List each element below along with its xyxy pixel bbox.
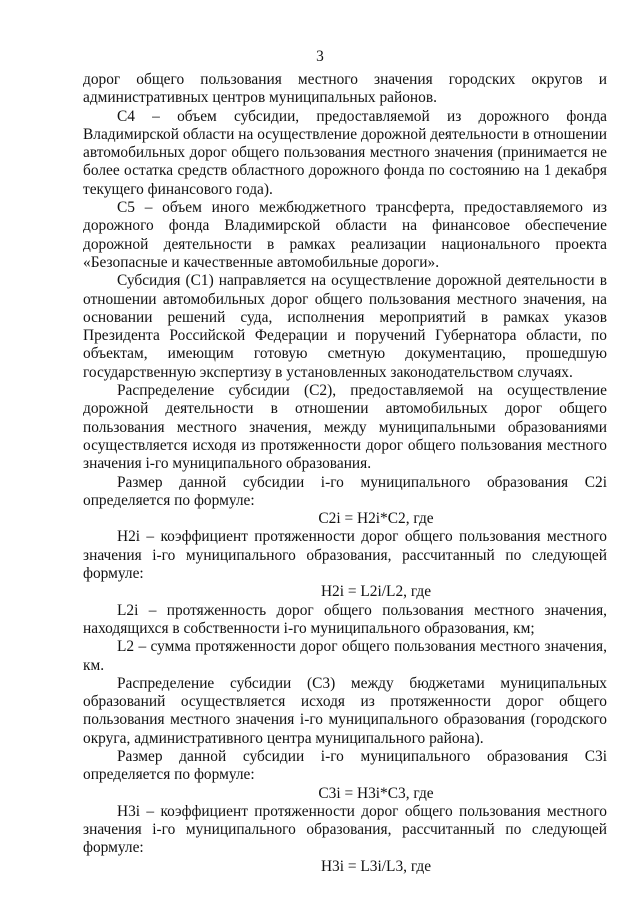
formula-c3i: С3i = Н3i*С3, где [318, 784, 434, 802]
paragraph-continuation: дорог общего пользования местного значения городских округов и административных центров муниципальных районов. [83, 71, 607, 107]
paragraph-l2-definition: L2 – сумма протяженности дорог общего пользования местного значения, км. [83, 638, 607, 674]
paragraph-c2i-size: Размер данной субсидии i-го муниципального образования С2i определяется по формуле: [83, 473, 607, 509]
paragraph-c5-definition: С5 – объем иного межбюджетного трансферта, предоставляемого из дорожного фонда Владимирской области на финансовое обеспечение дорожной деятельности в рамках реализации национального проекта «Безопасные и качественные автомобильные дороги». [83, 199, 607, 271]
paragraph-h2i-definition: Н2i – коэффициент протяженности дорог общего пользования местного значения i-го муниципального образования, рассчитанный по следующей формуле: [83, 528, 607, 583]
paragraph-c3-distribution: Распределение субсидии (С3) между бюджетами муниципальных образований осуществляется исходя из протяженности дорог общего пользования местного значения i-го муниципального образования (городского округа, административного центра муниципального района). [83, 674, 607, 747]
paragraph-l2i-definition: L2i – протяженность дорог общего пользования местного значения, находящихся в собственности i-го муниципального образования, км; [83, 601, 607, 637]
document-body [83, 71, 607, 876]
paragraph-c3i-size: Размер данной субсидии i-го муниципального образования С3i определяется по формуле: [83, 747, 607, 784]
formula-h2i: Н2i = L2i/L2, где [320, 583, 432, 601]
formula-c2i: С2i = Н2i*С2, где [318, 510, 434, 528]
paragraph-c4-definition: С4 – объем субсидии, предоставляемой из дорожного фонда Владимирской области на осуществление дорожной деятельности в отношении автомобильных дорог общего пользования местного значения (принимается не более остатка средств областного дорожного фонда по состоянию на 1 декабря текущего финансового года). [83, 107, 607, 198]
paragraph-h3i-definition: Н3i – коэффициент протяженности дорог общего пользования местного значения i-го муниципального образования, рассчитанный по следующей формуле: [83, 802, 607, 857]
paragraph-c2-distribution: Распределение субсидии (С2), предоставляемой на осуществление дорожной деятельности в отношении автомобильных дорог общего пользования местного значения, между муниципальными образованиями осуществляется исходя из протяженности дорог общего пользования местного значения i-го муниципального образования. [83, 382, 607, 473]
paragraph-c1-purpose: Субсидия (С1) направляется на осуществление дорожной деятельности в отношении автомобильных дорог общего пользования местного значения, на основании решений суда, исполнения мероприятий в рамках указов Президента Российской Федерации и поручений Губернатора области, по объектам, имеющим готовую сметную документацию, прошедшую государственную экспертизу в установленных законодательством случаях. [83, 272, 607, 381]
formula-h3i: Н3i = L3i/L3, где [320, 857, 432, 875]
page-number: 3 [316, 48, 324, 65]
